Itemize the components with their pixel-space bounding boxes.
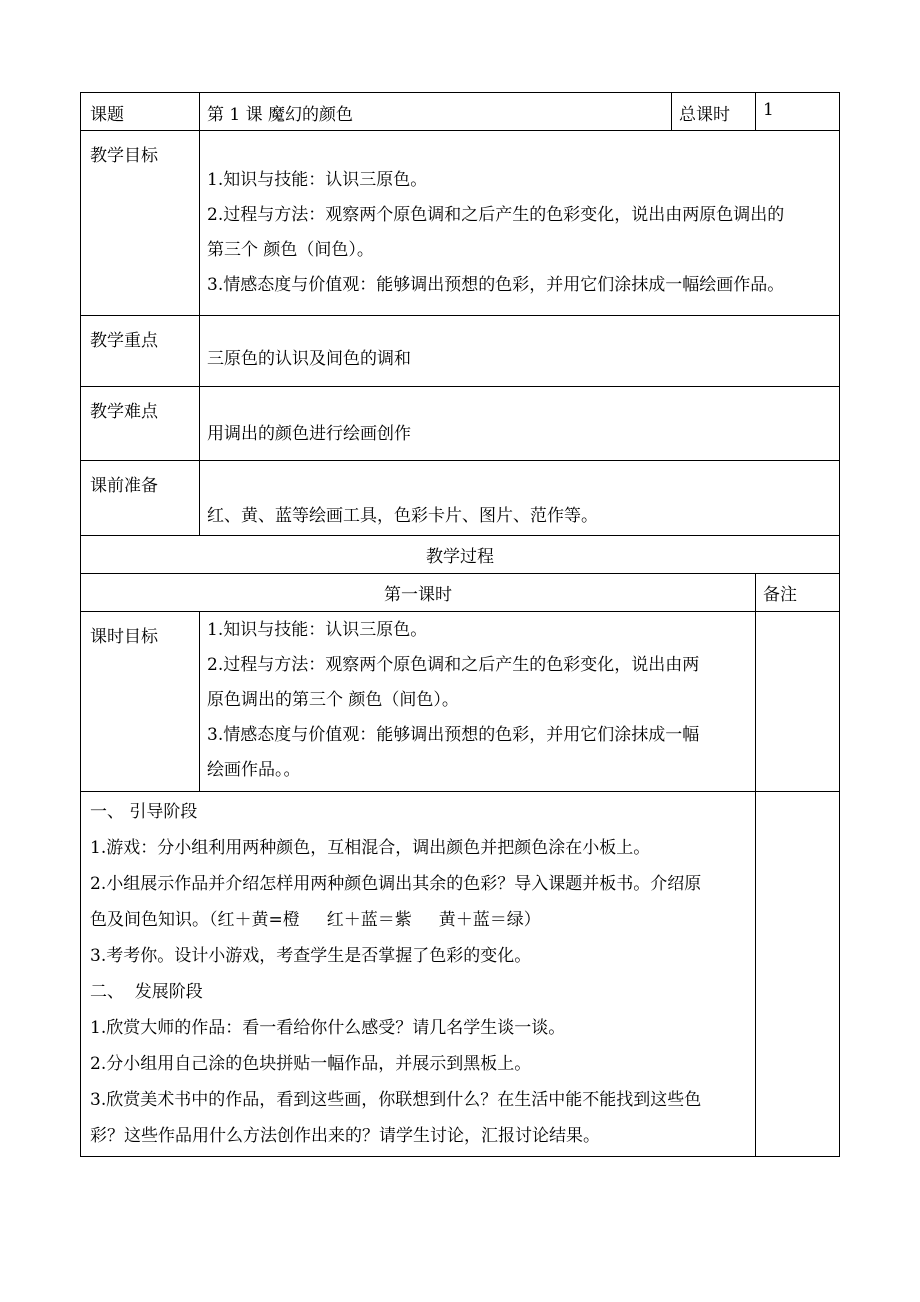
step-line: 2.分小组用自己涂的色块拼贴一幅作品，并展示到黑板上。 [90,1054,532,1074]
step-line: 一、 引导阶段 [90,802,198,822]
period-goal-item: 绘画作品。。 [207,760,301,780]
difficulty-value: 用调出的颜色进行绘画创作 [207,424,411,444]
lesson-plan-table [80,92,840,1157]
lesson-plan-sheet [80,92,839,1157]
period-goal-item: 1.知识与技能：认识三原色。 [207,620,428,640]
goal-item: 1.知识与技能：认识三原色。 [207,170,428,190]
process-title-row [81,536,840,574]
difficulty-label: 教学难点 [90,402,158,422]
step-line: 色及间色知识。（红＋黄=橙 红＋蓝＝紫 黄＋蓝＝绿） [90,910,541,930]
topic-label: 课题 [90,105,124,125]
step-line: 彩？这些作品用什么方法创作出来的？请学生讨论，汇报讨论结果。 [90,1126,600,1146]
difficulty-label-cell [81,387,200,461]
key-point-value: 三原色的认识及间色的调和 [207,349,411,369]
goal-item: 2.过程与方法：观察两个原色调和之后产生的色彩变化，说出由两原色调出的 [207,205,785,225]
steps-row [81,792,840,1157]
step-line: 二、 发展阶段 [90,982,203,1002]
remarks-header-cell [756,574,840,612]
goals-row [81,131,840,316]
period-goals-label: 课时目标 [90,627,158,647]
period-goals-row [81,612,840,792]
preparation-label-cell [81,461,200,536]
process-title-cell [81,536,840,574]
topic-row [81,93,840,131]
period-goals-remarks-cell [756,612,840,792]
topic-label-cell [81,93,200,131]
period-goals-content-cell [200,612,756,792]
key-point-label: 教学重点 [90,331,158,351]
goal-item: 第三个 颜色（间色）。 [207,240,374,260]
preparation-content-cell [200,461,840,536]
period-header-cell [81,574,756,612]
topic-value-cell [200,93,672,131]
period-goal-item: 2.过程与方法：观察两个原色调和之后产生的色彩变化，说出由两 [207,655,700,675]
preparation-row [81,461,840,536]
step-line: 1.欣赏大师的作品：看一看给你什么感受？请几名学生谈一谈。 [90,1018,566,1038]
step-line: 1.游戏：分小组利用两种颜色，互相混合，调出颜色并把颜色涂在小板上。 [90,838,651,858]
period-goals-label-cell [81,612,200,792]
steps-content-cell [81,792,756,1157]
hours-label: 总课时 [679,105,730,125]
key-point-row [81,316,840,387]
first-period-label: 第一课时 [384,585,452,605]
goals-content-cell [200,131,840,316]
period-goal-item: 3.情感态度与价值观：能够调出预想的色彩，并用它们涂抹成一幅 [207,725,700,745]
goals-label-cell [81,131,200,316]
hours-value: 1 [763,100,774,120]
period-goal-item: 原色调出的第三个 颜色（间色）。 [207,690,459,710]
preparation-value: 红、黄、蓝等绘画工具，色彩卡片、图片、范作等。 [207,506,598,526]
period-header-row [81,574,840,612]
difficulty-row [81,387,840,461]
step-line: 3.欣赏美术书中的作品，看到这些画，你联想到什么？在生活中能不能找到这些色 [90,1090,702,1110]
difficulty-content-cell [200,387,840,461]
step-line: 2.小组展示作品并介绍怎样用两种颜色调出其余的色彩？导入课题并板书。介绍原 [90,874,702,894]
step-line: 3.考考你。设计小游戏，考查学生是否掌握了色彩的变化。 [90,946,532,966]
steps-remarks-cell [756,792,840,1157]
key-point-label-cell [81,316,200,387]
hours-label-cell [672,93,756,131]
goals-label: 教学目标 [90,146,158,166]
preparation-label: 课前准备 [90,476,158,496]
process-title: 教学过程 [426,547,494,567]
remarks-label: 备注 [763,585,797,605]
key-point-content-cell [200,316,840,387]
goal-item: 3.情感态度与价值观：能够调出预想的色彩，并用它们涂抹成一幅绘画作品。 [207,275,785,295]
hours-value-cell [756,93,840,131]
topic-value: 第 1 课 魔幻的颜色 [207,105,354,125]
